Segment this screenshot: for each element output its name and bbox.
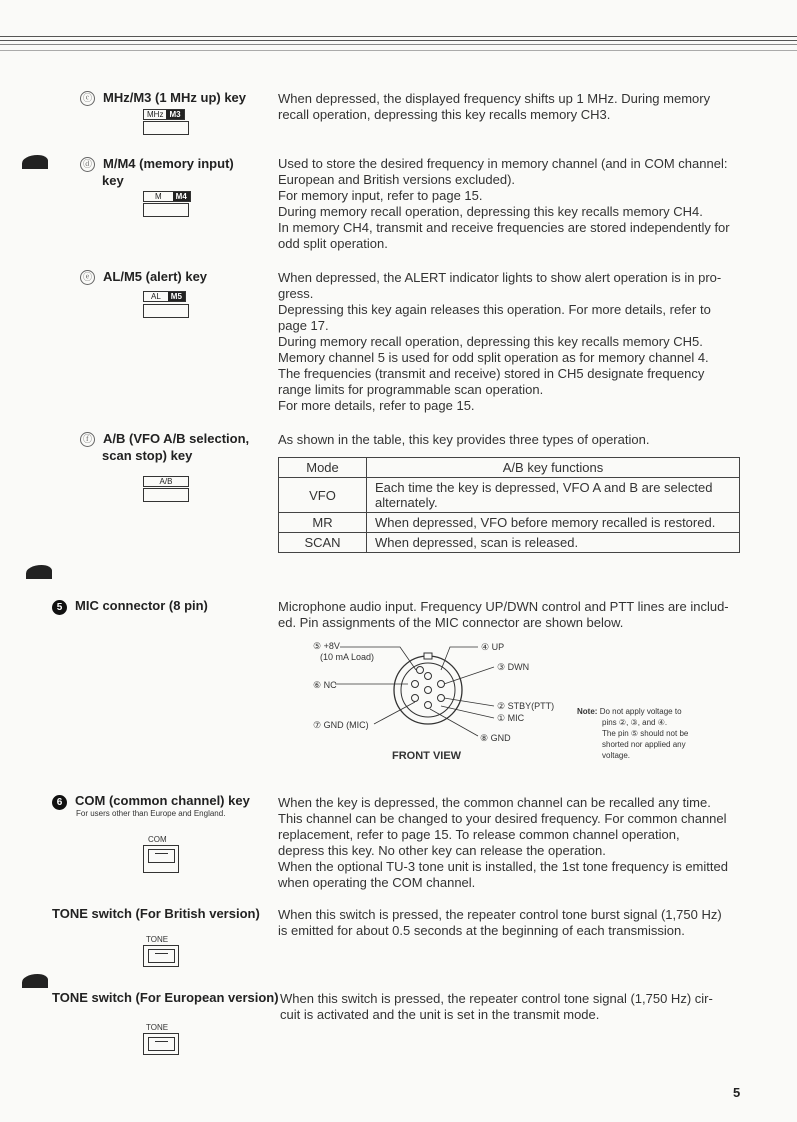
table-row <box>279 533 740 553</box>
com-subnote: For users other than Europe and England. <box>76 809 226 818</box>
table-cell-function: When depressed, VFO before memory recalled is restored. <box>367 513 740 533</box>
m4-heading: ⓓ M/M4 (memory input) key <box>80 155 234 189</box>
com-heading: 6 COM (common channel) key <box>52 792 250 810</box>
al-heading: ⓔ AL/M5 (alert) key <box>80 268 207 285</box>
table-row <box>279 513 740 533</box>
com-description: When the key is depressed, the common channel can be recalled any time. This channel can be changed to your desired frequency. For common channel replacement, refer to page 15. To release common channel operation, depress this key. No other key can release the operation. When the optional TU-3 tone unit is installed, the 1st tone frequency is emitted when operating the COM channel. <box>278 795 728 890</box>
tone-british-switch[interactable] <box>143 945 179 967</box>
tone-european-key-label: TONE <box>146 1023 169 1032</box>
pin-7-label: ⑦ GND (MIC) <box>313 720 369 730</box>
al-key-label: AL M5 <box>143 291 186 302</box>
binder-mark <box>26 565 52 579</box>
table-row <box>279 478 740 513</box>
table-header-mode: Mode <box>279 458 367 478</box>
pin-1-label: ① MIC <box>497 713 525 723</box>
top-rule <box>0 40 797 41</box>
table-cell-mode: SCAN <box>279 533 367 553</box>
al-m5-key[interactable] <box>143 304 189 318</box>
table-header-function: A/B key functions <box>367 458 740 478</box>
top-rule <box>0 50 797 51</box>
pin-6-label: ⑥ NC <box>313 680 337 690</box>
pin-4-label: ④ UP <box>481 642 505 652</box>
ab-function-table <box>278 457 740 553</box>
page-number: 5 <box>733 1085 741 1100</box>
mhz-m3-key[interactable] <box>143 121 189 135</box>
table-cell-function: When depressed, scan is released. <box>367 533 740 553</box>
table-header-row <box>279 458 740 478</box>
mhz-key-label: MHz M3 <box>143 109 185 120</box>
al-description: When depressed, the ALERT indicator lights to show alert operation is in pro- gress. Depressing this key again releases this operation. For more details, refer to page 17. During memory recall operation, depressing this key recalls memory CH5. Memory channel 5 is used for odd split operation as for memory channel 4. The frequencies (transmit and receive) stored in CH5 designate frequency range limits for programmable scan operation. For more details, refer to page 15. <box>278 270 722 413</box>
com-key-label: COM <box>148 835 167 844</box>
tone-european-heading: TONE switch (For European version) <box>52 990 279 1005</box>
tone-european-description: When this switch is pressed, the repeater control tone signal (1,750 Hz) cir- cuit is activated and the unit is set in the transmit mode. <box>280 991 713 1022</box>
tone-european-switch[interactable] <box>143 1033 179 1055</box>
binder-mark <box>22 155 48 169</box>
ab-heading: ⓕ A/B (VFO A/B selection, scan stop) key <box>80 430 249 464</box>
ab-key-label: A/B <box>143 476 189 487</box>
table-cell-function: Each time the key is depressed, VFO A and B are selected alternately. <box>367 478 740 513</box>
table-cell-mode: MR <box>279 513 367 533</box>
top-rule <box>0 36 797 37</box>
mhz-heading: ⓒ MHz/M3 (1 MHz up) key <box>80 89 246 106</box>
tone-british-key-label: TONE <box>146 935 169 944</box>
mic-description: Microphone audio input. Frequency UP/DWN control and PTT lines are includ- ed. Pin assignments of the MIC connector are shown below. <box>278 599 729 630</box>
mhz-description: When depressed, the displayed frequency shifts up 1 MHz. During memory recall operation, depressing this key recalls memory CH3. <box>278 91 711 122</box>
mic-note: Note: Do not apply voltage to pins ②, ③, and ④. The pin ⑤ should not be shorted nor applied any voltage. <box>577 707 689 760</box>
ab-key[interactable] <box>143 488 189 502</box>
table-cell-mode: VFO <box>279 478 367 513</box>
pin-8-label: ⑧ GND <box>480 733 511 743</box>
front-view-caption: FRONT VIEW <box>392 750 462 762</box>
com-key[interactable] <box>143 845 179 873</box>
pin-2-label: ② STBY(PTT) <box>497 701 555 711</box>
tone-british-description: When this switch is pressed, the repeater control tone burst signal (1,750 Hz) is emitted for about 0.5 seconds at the beginning of each transmission. <box>278 907 722 938</box>
m-m4-key[interactable] <box>143 203 189 217</box>
pin-3-label: ③ DWN <box>497 662 530 672</box>
pin-5-label: ⑤ +8V (10 mA Load) <box>313 641 375 662</box>
top-rule <box>0 44 797 45</box>
tone-british-heading: TONE switch (For British version) <box>52 906 260 921</box>
m4-description: Used to store the desired frequency in memory channel (and in COM channel: European and British versions excluded). For memory input, refer to page 15. During memory recall operation, depressing this key recalls memory CH4. In memory CH4, transmit and receive frequencies are stored independently for odd split operation. <box>278 156 730 251</box>
ab-intro: As shown in the table, this key provides three types of operation. <box>278 432 650 447</box>
binder-mark <box>22 974 48 988</box>
mic-heading: 5 MIC connector (8 pin) <box>52 597 208 615</box>
m4-key-label: M M4 <box>143 191 191 202</box>
